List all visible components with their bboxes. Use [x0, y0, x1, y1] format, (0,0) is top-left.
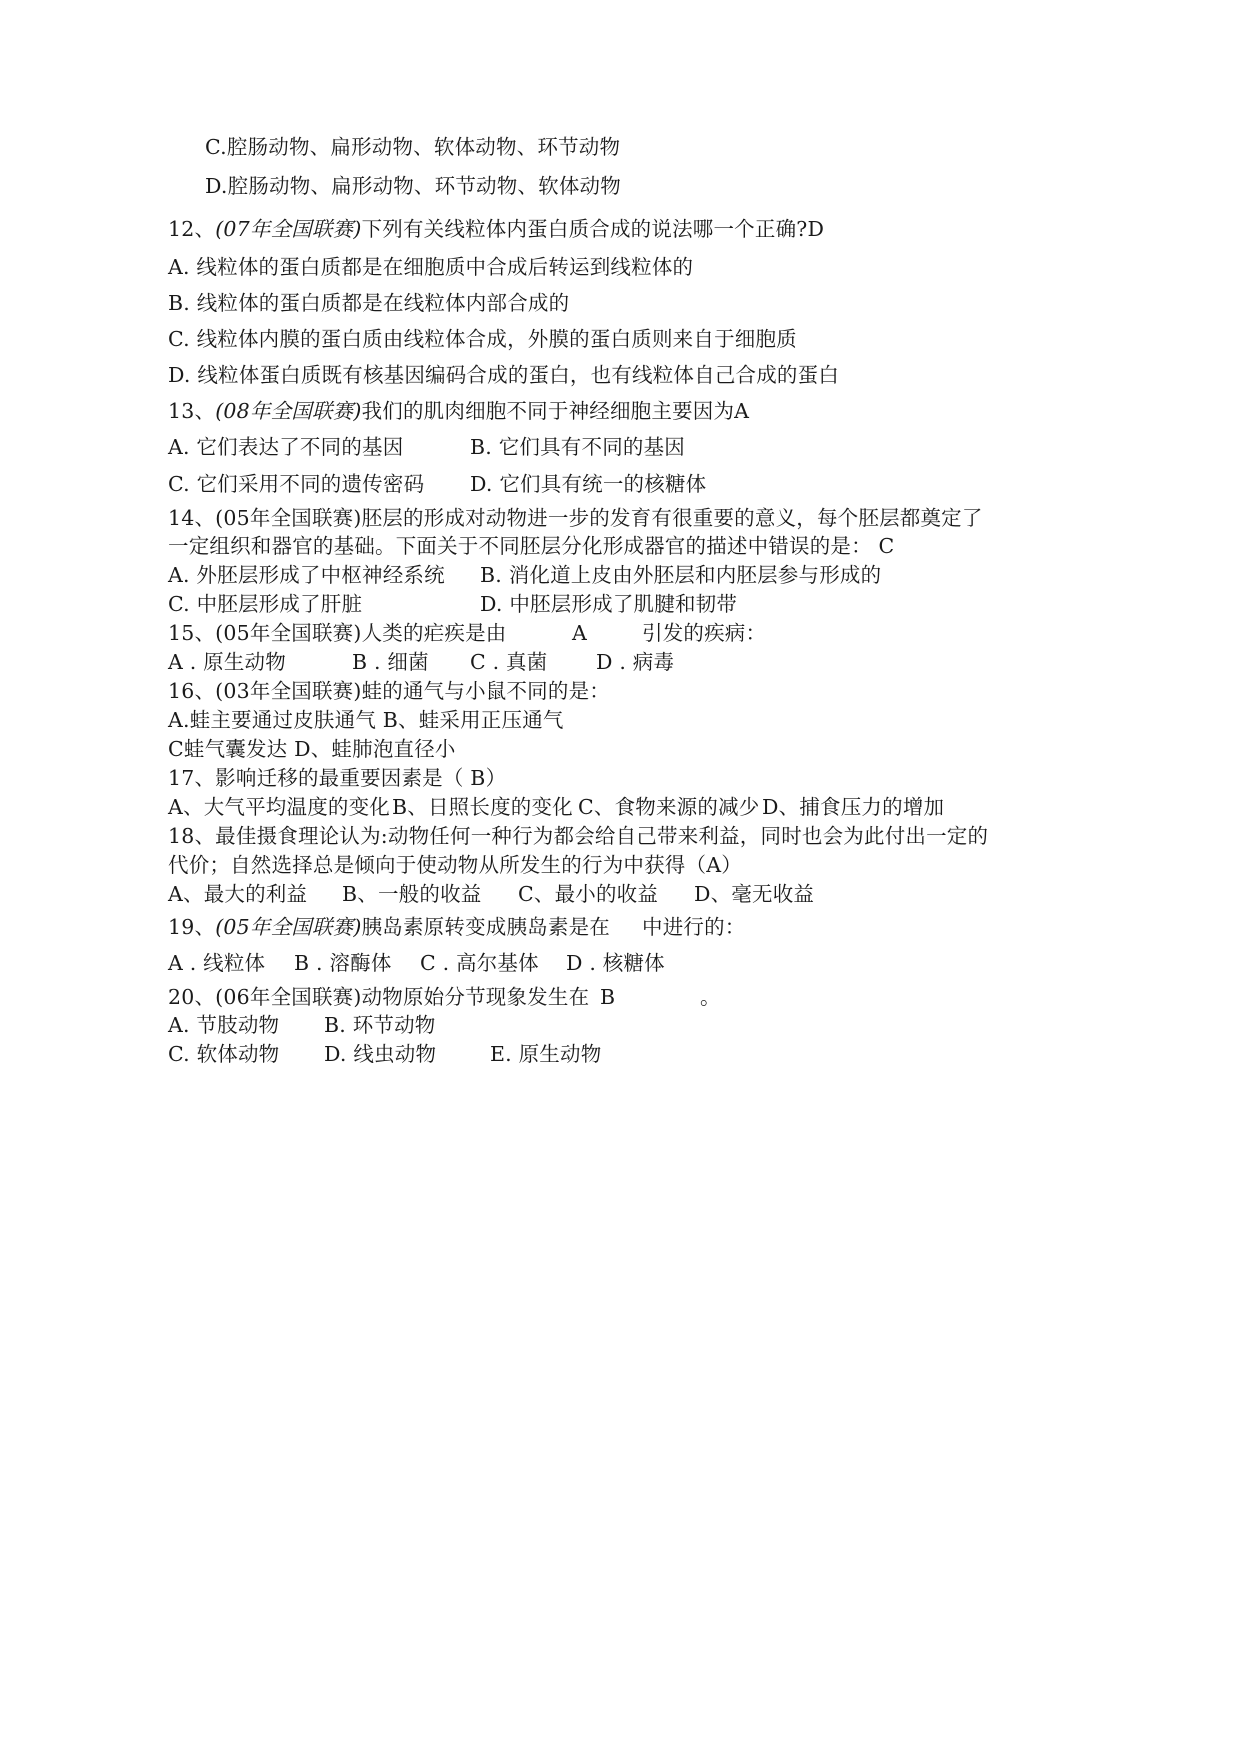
q19-stem-tail: 中进行的：: [642, 915, 746, 939]
q13-text: 我们的肌肉细胞不同于神经细胞主要因为A: [361, 399, 750, 423]
q17-option-a: A、大气平均温度的变化: [168, 795, 391, 819]
q15-option-c: C . 真菌: [470, 650, 548, 674]
q11-option-d: D.腔肠动物、扁形动物、环节动物、软体动物: [205, 174, 621, 198]
q12-option-b: B. 线粒体的蛋白质都是在线粒体内部合成的: [168, 291, 570, 315]
q13-stem: [168, 399, 749, 423]
q14-stem-line1: 14、(05年全国联赛)胚层的形成对动物进一步的发育有很重要的意义，每个胚层都奠定了: [168, 506, 983, 530]
q18-option-b: B、一般的收益: [342, 882, 482, 906]
q20-stem-tail: 。: [700, 985, 721, 1009]
q16-stem: 16、(03年全国联赛)蛙的通气与小鼠不同的是：: [168, 679, 610, 703]
q17-option-d: D、捕食压力的增加: [762, 795, 945, 819]
q20-stem: 20、(06年全国联赛)动物原始分节现象发生在: [168, 985, 590, 1009]
q13-option-d: D. 它们具有统一的核糖体: [470, 472, 707, 496]
q19-stem: [168, 915, 610, 939]
q19-option-b: B . 溶酶体: [294, 951, 392, 975]
q15-answer: A: [572, 621, 588, 645]
q12-option-d: D. 线粒体蛋白质既有核基因编码合成的蛋白，也有线粒体自己合成的蛋白: [168, 363, 840, 387]
q20-option-e: E. 原生动物: [490, 1042, 602, 1066]
q19-option-d: D . 核糖体: [566, 951, 665, 975]
q19-source: (05年全国联赛): [215, 915, 362, 939]
q12-source: (07年全国联赛): [215, 217, 362, 241]
q13-source: (08年全国联赛): [215, 399, 362, 423]
q14-option-b: B. 消化道上皮由外胚层和内胚层参与形成的: [480, 563, 882, 587]
q15-option-b: B . 细菌: [352, 650, 429, 674]
q15-option-a: A . 原生动物: [168, 650, 286, 674]
q15-stem: 15、(05年全国联赛)人类的疟疾是由: [168, 621, 507, 645]
q16-options-ab: A.蛙主要通过皮肤通气 B、蛙采用正压通气: [168, 708, 564, 732]
q17-option-b: B、日照长度的变化: [392, 795, 573, 819]
q15-option-d: D . 病毒: [596, 650, 675, 674]
q20-option-b: B. 环节动物: [324, 1013, 436, 1037]
q11-option-c: C.腔肠动物、扁形动物、软体动物、环节动物: [205, 135, 621, 159]
q20-option-a: A. 节肢动物: [168, 1013, 280, 1037]
q13-number: 13、: [168, 399, 216, 423]
q20-option-d: D. 线虫动物: [324, 1042, 437, 1066]
q13-option-c: C. 它们采用不同的遗传密码: [168, 472, 425, 496]
q12-option-c: C. 线粒体内膜的蛋白质由线粒体合成，外膜的蛋白质则来自于细胞质: [168, 327, 797, 351]
q19-number: 19、: [168, 915, 216, 939]
q12-stem: [168, 217, 824, 241]
q12-text: 下列有关线粒体内蛋白质合成的说法哪一个正确?D: [361, 217, 825, 241]
q19-text: 胰岛素原转变成胰岛素是在: [361, 915, 610, 939]
q19-option-c: C . 高尔基体: [420, 951, 539, 975]
q13-option-b: B. 它们具有不同的基因: [470, 435, 685, 459]
q18-option-a: A、最大的利益: [168, 882, 308, 906]
q12-option-a: A. 线粒体的蛋白质都是在细胞质中合成后转运到线粒体的: [168, 255, 694, 279]
q15-stem-tail: 引发的疾病：: [642, 621, 767, 645]
q14-option-c: C. 中胚层形成了肝脏: [168, 592, 363, 616]
q18-stem-line1: 18、最佳摄食理论认为:动物任何一种行为都会给自己带来利益，同时也会为此付出一定的: [168, 824, 989, 848]
q12-number: 12、: [168, 217, 216, 241]
q13-option-a: A. 它们表达了不同的基因: [168, 435, 404, 459]
q19-option-a: A . 线粒体: [168, 951, 266, 975]
q17-stem: 17、影响迁移的最重要因素是（ B）: [168, 766, 507, 790]
q20-option-c: C. 软体动物: [168, 1042, 280, 1066]
q20-answer: B: [600, 985, 616, 1009]
q18-stem-line2: 代价；自然选择总是倾向于使动物从所发生的行为中获得（A）: [168, 853, 742, 877]
q14-option-a: A. 外胚层形成了中枢神经系统: [168, 563, 445, 587]
q17-option-c: C、食物来源的减少: [578, 795, 760, 819]
q16-options-cd: C蛙气囊发达 D、蛙肺泡直径小: [168, 737, 456, 761]
q18-option-c: C、最小的收益: [518, 882, 659, 906]
q14-stem-line2: 一定组织和器官的基础。下面关于不同胚层分化形成器官的描述中错误的是： C: [168, 534, 895, 558]
q14-option-d: D. 中胚层形成了肌腱和韧带: [480, 592, 738, 616]
q18-option-d: D、毫无收益: [694, 882, 815, 906]
